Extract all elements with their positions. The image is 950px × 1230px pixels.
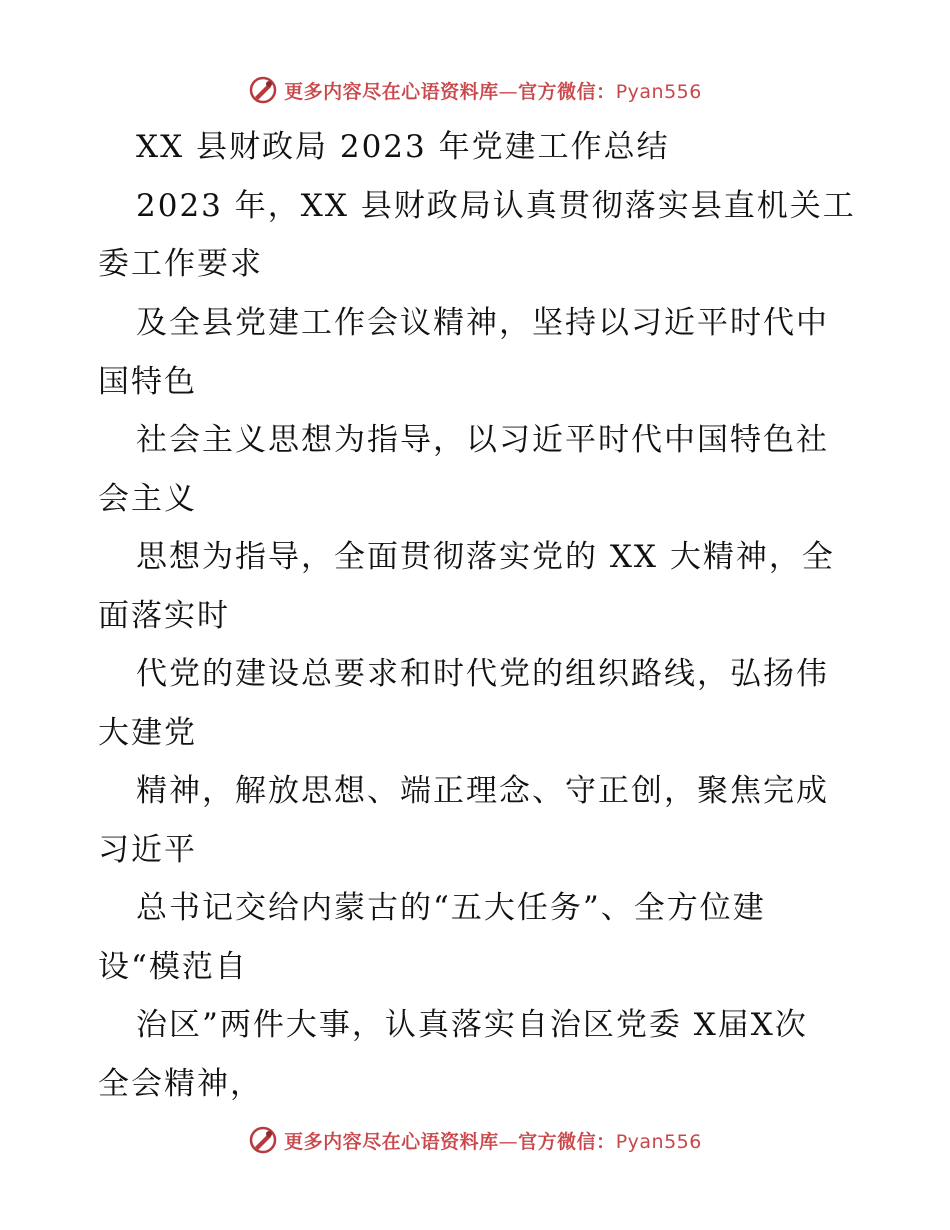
paragraph-line: 治区”两件大事，认真落实自治区党委 X届X次 [136, 1007, 808, 1043]
pen-logo-icon [248, 1125, 278, 1155]
paragraph-line: 代党的建设总要求和时代党的组织路线，弘扬伟 [136, 656, 829, 692]
paragraph-line: 及全县党建工作会议精神，坚持以习近平时代中 [136, 305, 829, 341]
paragraph-line: 面落实时 [98, 598, 230, 634]
watermark-text: 更多内容尽在心语资料库—官方微信：Pyan556 [284, 1130, 702, 1153]
paragraph-line: 社会主义思想为指导，以习近平时代中国特色社 [136, 422, 829, 458]
paragraph-line: 习近平 [98, 832, 197, 868]
document-title: XX 县财政局 2023 年党建工作总结 [136, 129, 670, 165]
paragraph-line: 会主义 [98, 481, 197, 517]
paragraph-line: 精神，解放思想、端正理念、守正创，聚焦完成 [136, 773, 829, 809]
watermark-footer [0, 1120, 950, 1160]
paragraph-line: 委工作要求 [98, 246, 263, 282]
pen-logo-icon [248, 75, 278, 105]
paragraph-line: 思想为指导，全面贯彻落实党的 XX 大精神，全 [136, 539, 835, 575]
paragraph-line: 大建党 [98, 715, 197, 751]
paragraph-line: 全会精神， [98, 1066, 263, 1102]
paragraph-line: 总书记交给内蒙古的“五大任务”、全方位建 [136, 890, 766, 926]
paragraph-line: 国特色 [98, 364, 197, 400]
paragraph-line: 设“模范自 [98, 949, 248, 985]
watermark-text: 更多内容尽在心语资料库—官方微信：Pyan556 [284, 80, 702, 103]
watermark-header [0, 70, 950, 110]
paragraph-line: 2023 年，XX 县财政局认真贯彻落实县直机关工 [136, 188, 856, 224]
